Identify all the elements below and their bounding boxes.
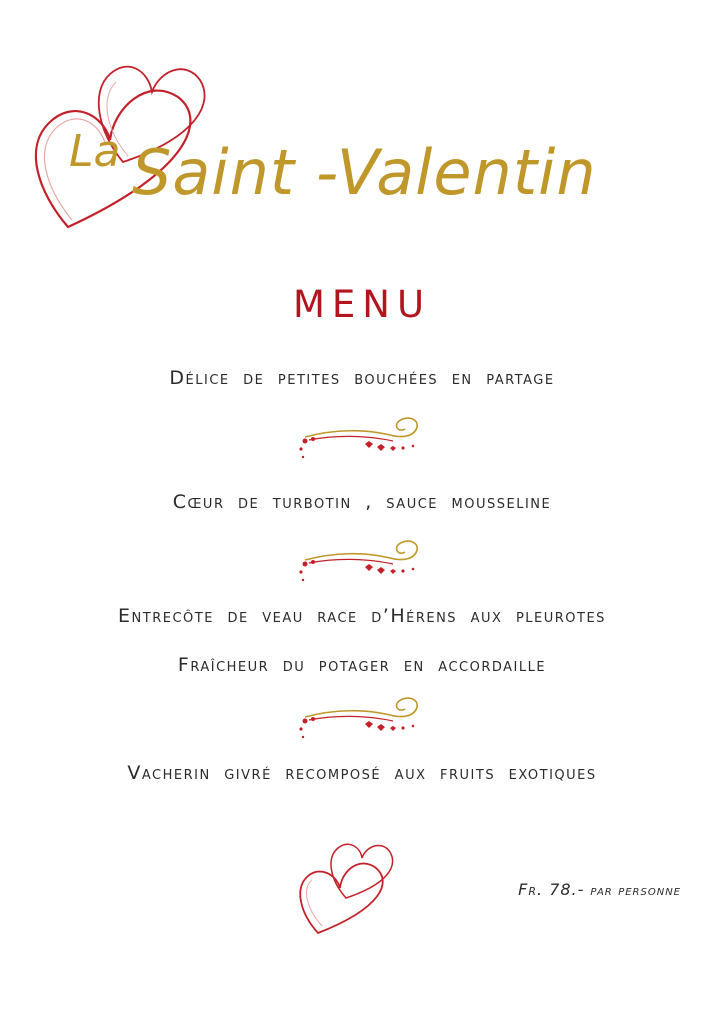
heart-swirl-icon bbox=[295, 695, 430, 745]
price bbox=[518, 880, 681, 899]
course-item: Délice de petites bouchées en partage bbox=[169, 367, 555, 389]
price-unit: par personne bbox=[590, 883, 681, 899]
heart-swirl-icon bbox=[295, 538, 430, 588]
double-heart-icon bbox=[296, 838, 396, 938]
course-item: Entrecôte de veau race d’Hérens aux pleurotes bbox=[118, 605, 606, 627]
course-item: Vacherin givré recomposé aux fruits exotiques bbox=[127, 762, 597, 784]
course-item: Cœur de turbotin , sauce mousseline bbox=[172, 491, 552, 513]
price-amount: Fr. 78.- bbox=[518, 880, 585, 899]
page-title: Saint -Valentin bbox=[132, 136, 597, 209]
heart-swirl-icon bbox=[295, 415, 430, 465]
title-prefix: La bbox=[69, 126, 121, 177]
course-item: Fraîcheur du potager en accordaille bbox=[177, 654, 547, 676]
menu-heading: MENU bbox=[292, 283, 432, 326]
